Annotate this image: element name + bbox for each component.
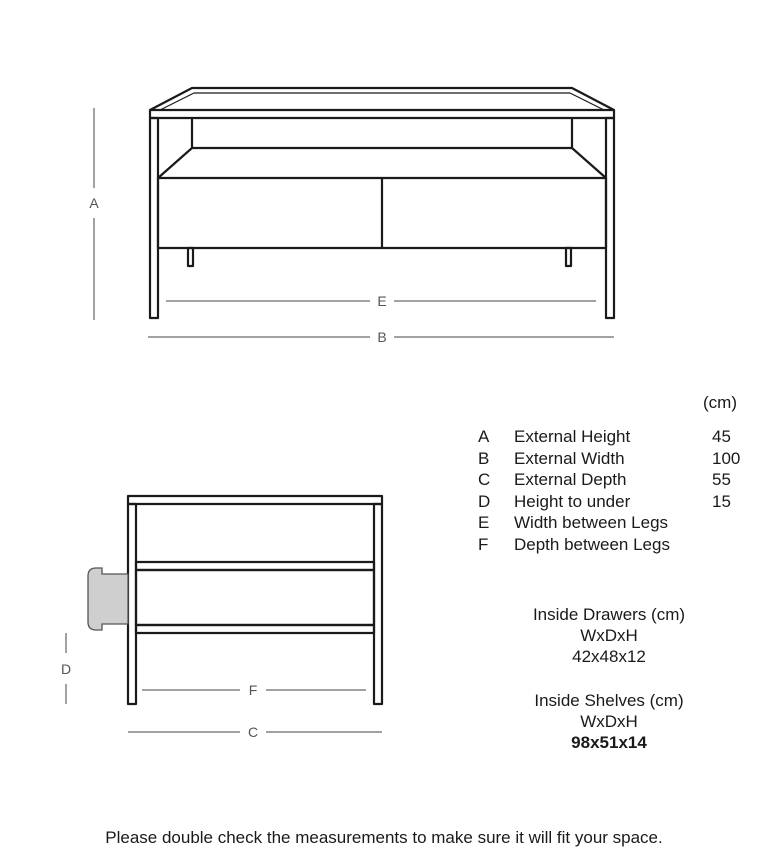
dim-label-a: A xyxy=(89,195,99,211)
side-view xyxy=(128,496,382,704)
side-leg-right xyxy=(374,504,382,704)
side-top-frame xyxy=(128,496,382,504)
inside-shelves-title: Inside Shelves (cm) xyxy=(534,691,684,710)
measurement-value: 15 xyxy=(712,491,731,511)
measurement-row xyxy=(478,491,752,513)
measurement-letter: A xyxy=(478,427,490,446)
side-dimensions xyxy=(66,633,382,732)
inner-leg-left xyxy=(188,248,193,266)
measurement-value xyxy=(712,512,752,534)
handle-shape xyxy=(88,568,128,630)
footer-note: Please double check the measurements to make sure it will fit your space. xyxy=(105,828,663,847)
units-header: (cm) xyxy=(703,393,737,412)
measurement-letter: D xyxy=(478,491,491,511)
front-leg-left xyxy=(150,118,158,318)
measurement-letter: C xyxy=(478,470,491,489)
inside-drawers-title: Inside Drawers (cm) xyxy=(532,605,686,624)
inside-shelves-format: WxDxH xyxy=(580,712,638,731)
dim-label-d: D xyxy=(60,661,72,677)
inside-drawers-value: 42x48x12 xyxy=(572,647,646,666)
inner-leg-right xyxy=(566,248,571,266)
measurements-table xyxy=(478,426,752,555)
measurement-name: Width between Legs xyxy=(514,513,669,532)
side-leg-left xyxy=(128,504,136,704)
open-shelf xyxy=(158,148,606,178)
inside-shelves-value: 98x51x14 xyxy=(571,733,647,752)
measurement-row xyxy=(478,448,752,470)
measurement-name: Depth between Legs xyxy=(514,534,670,554)
measurement-value xyxy=(712,534,752,556)
side-drawer xyxy=(136,570,374,625)
inside-drawers-block xyxy=(489,604,729,667)
measurement-value: 100 xyxy=(712,448,741,468)
top-frame xyxy=(150,110,614,118)
measurement-value: 45 xyxy=(712,427,731,446)
measurement-letter: E xyxy=(478,513,490,532)
measurement-row xyxy=(478,469,752,491)
inside-drawers-format: WxDxH xyxy=(580,626,638,645)
inside-shelves-block xyxy=(489,690,729,753)
dim-label-b: B xyxy=(377,329,387,345)
measurement-letter: B xyxy=(478,448,490,468)
measurement-name: External Width xyxy=(514,448,625,468)
front-view xyxy=(150,88,614,318)
measurement-value: 55 xyxy=(712,470,731,489)
measurement-name: Height to under xyxy=(514,491,631,511)
measurement-row xyxy=(478,534,752,556)
measurement-letter: F xyxy=(478,534,489,554)
dim-label-c: C xyxy=(247,724,259,740)
dim-label-e: E xyxy=(377,293,387,309)
measurement-row xyxy=(478,512,752,534)
side-shelf-rail xyxy=(136,562,374,570)
measurement-name: External Depth xyxy=(514,470,627,489)
dim-label-f: F xyxy=(248,682,258,698)
side-bottom-rail xyxy=(136,625,374,633)
front-dimensions xyxy=(94,108,614,337)
front-leg-right xyxy=(606,118,614,318)
drawer-handle xyxy=(88,568,128,630)
measurement-row xyxy=(478,426,752,448)
glass-top-outline xyxy=(150,88,614,110)
glass-top-inner xyxy=(160,93,604,110)
measurement-name: External Height xyxy=(514,427,631,446)
